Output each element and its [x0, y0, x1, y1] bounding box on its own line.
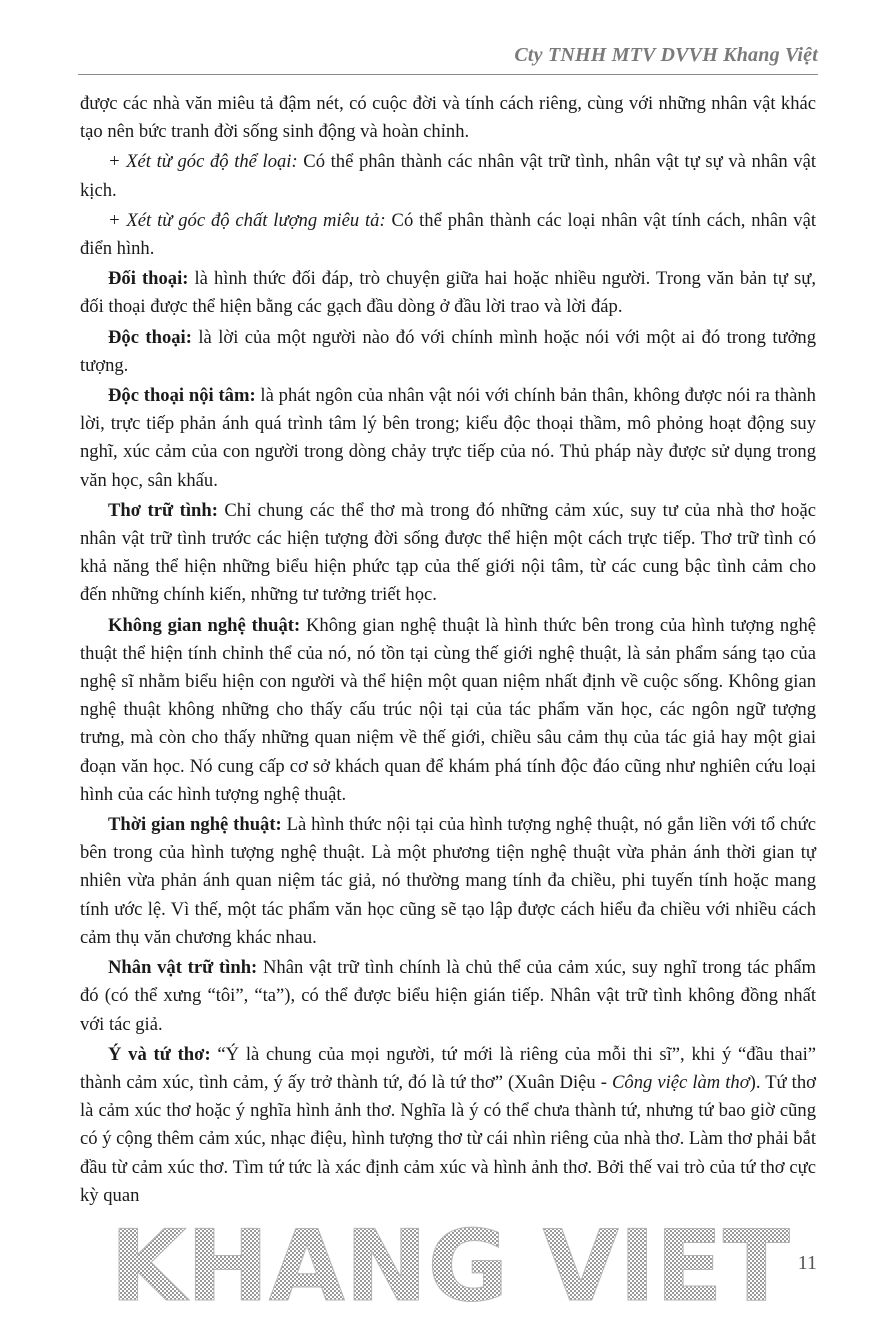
paragraph-text: Chỉ chung các thể thơ mà trong đó những cảm xúc, suy tư của nhà thơ hoặc nhân vật trữ tình trước các hiện tượng đời sống được thể hiện một cách trực tiếp. Thơ trữ tình có khả năng thể hiện những biểu hiện phức tạp của thế giới nội tâm, từ các cung bậc tình cảm cho đến những chính kiến, những tư tưởng triết học.: [80, 499, 816, 606]
term-label: Ý và tứ thơ:: [108, 1043, 211, 1065]
definition-inner-monologue: [80, 382, 816, 495]
paragraph-text: Là hình thức nội tại của hình tượng nghệ thuật, nó gắn liền với tổ chức bên trong của hình tượng nghệ thuật. Là một phương tiện nghệ thuật vừa phản ánh thời gian tự nhiên vừa phản ánh quan niệm tác giả, nó thường mang tính đa chiều, phi tuyến tính hoặc mang tính ước lệ. Vì thế, một tác phẩm văn học cũng sẽ tạo lập được cách hiểu đa chiều với nhiều cách cảm thụ văn chương khác nhau.: [80, 814, 816, 948]
term-label: Độc thoại nội tâm:: [108, 385, 256, 407]
subitem-lead: + Xét từ góc độ chất lượng miêu tả:: [108, 209, 386, 231]
term-label: Độc thoại:: [108, 326, 192, 348]
paragraph-text: ). Tứ thơ là cảm xúc thơ hoặc ý nghĩa hình ảnh thơ. Nghĩa là ý có thể chưa thành tứ, nhưng tứ bao giờ cũng có ý cộng thêm cảm xúc, nhạc điệu, hình tượng thơ từ cái nhìn riêng của nhà thơ. Làm thơ phải bắt đầu từ cảm xúc thơ. Tìm tứ tức là xác định cảm xúc và hình ảnh thơ. Bởi thế vai trò của tứ thơ cực kỳ quan: [80, 1071, 816, 1206]
paragraph-text: được các nhà văn miêu tả đậm nét, có cuộc đời và tính cách riêng, cùng với những nhân vật khác tạo nên bức tranh đời sống sinh động và hoàn chỉnh.: [80, 93, 816, 143]
running-header: [78, 44, 818, 75]
paragraph-continuation: [80, 90, 816, 146]
paragraph-text: Có thể phân thành các nhân vật trữ tình, nhân vật tự sự và nhân vật kịch.: [80, 151, 817, 201]
paragraph-text: là lời của một người nào đó với chính mình hoặc nói với một ai đó trong tưởng tượng.: [80, 326, 816, 376]
term-label: Nhân vật trữ tình:: [108, 957, 258, 979]
term-label: Không gian nghệ thuật:: [108, 614, 301, 636]
term-label: Đối thoại:: [108, 268, 189, 290]
definition-lyric-poetry: [80, 497, 816, 610]
definition-monologue: [80, 324, 816, 380]
term-label: Thời gian nghệ thuật:: [108, 814, 282, 836]
definition-lyric-character: [80, 954, 816, 1039]
page-number: 11: [797, 1252, 817, 1274]
subitem-genre: [80, 148, 816, 204]
watermark-logo: [110, 1218, 800, 1313]
paragraph-text: là hình thức đối đáp, trò chuyện giữa hai hoặc nhiều người. Trong văn bản tự sự, đối thoại được thể hiện bằng các gạch đầu dòng ở đầu lời trao và lời đáp.: [80, 268, 817, 318]
paragraph-text: Có thể phân thành các loại nhân vật tính cách, nhân vật điển hình.: [80, 209, 816, 260]
paragraph-text: Không gian nghệ thuật là hình thức bên trong của hình tượng nghệ thuật thể hiện tính chỉnh thể của nó, nó tồn tại cùng thế giới nghệ thuật, là sản phẩm sáng tạo của nghệ sĩ nhằm biểu hiện con người và thể hiện một quan niệm nhất định về cuộc sống. Không gian nghệ thuật không những cho thấy cấu trúc nội tại của tác phẩm văn học, các ngôn ngữ tượng trưng, mà còn cho thấy những quan niệm về thế giới, chiều sâu cảm thụ của tác giả hay một giai đoạn văn học. Nó cung cấp cơ sở khách quan để khám phá tính độc đáo cũng như nghiên cứu loại hình của các hình tượng nghệ thuật.: [80, 614, 816, 805]
definition-dialogue: [80, 265, 816, 321]
book-title: Công việc làm thơ: [612, 1071, 750, 1093]
definition-idea-and-poetic-motif: [80, 1041, 816, 1210]
term-label: Thơ trữ tình:: [108, 499, 218, 521]
subitem-lead: + Xét từ góc độ thể loại:: [108, 151, 298, 173]
definition-artistic-time: [80, 811, 816, 952]
paragraph-text: “Ý là chung của mọi người, tứ mới là riêng của mỗi thi sĩ”, khi ý “đầu thai” thành cảm xúc, tình cảm, ý ấy trở thành tứ, đó là tứ thơ” (Xuân Diệu -: [80, 1043, 816, 1093]
subitem-quality: [80, 207, 816, 263]
watermark-graphic: [110, 1218, 800, 1313]
paragraph-text: Nhân vật trữ tình chính là chủ thể của cảm xúc, suy nghĩ trong tác phẩm đó (có thể xưng “tôi”, “ta”), có thể được biểu hiện gián tiếp. Nhân vật trữ tình không đồng nhất với tác giả.: [80, 957, 816, 1035]
body-text: [80, 90, 816, 1212]
watermark-text: KHANG VIET: [110, 1218, 791, 1313]
definition-artistic-space: [80, 612, 816, 809]
paragraph-text: là phát ngôn của nhân vật nói với chính bản thân, không được nói ra thành lời, trực tiếp phản ánh quá trình tâm lý bên trong; kiểu độc thoại thầm, mô phỏng hoạt động suy nghĩ, xúc cảm của con người trong dòng chảy trực tiếp của nó. Thủ pháp này được sử dụng trong văn học, sân khấu.: [80, 385, 816, 491]
publisher-name: Cty TNHH MTV DVVH Khang Việt: [514, 44, 818, 66]
